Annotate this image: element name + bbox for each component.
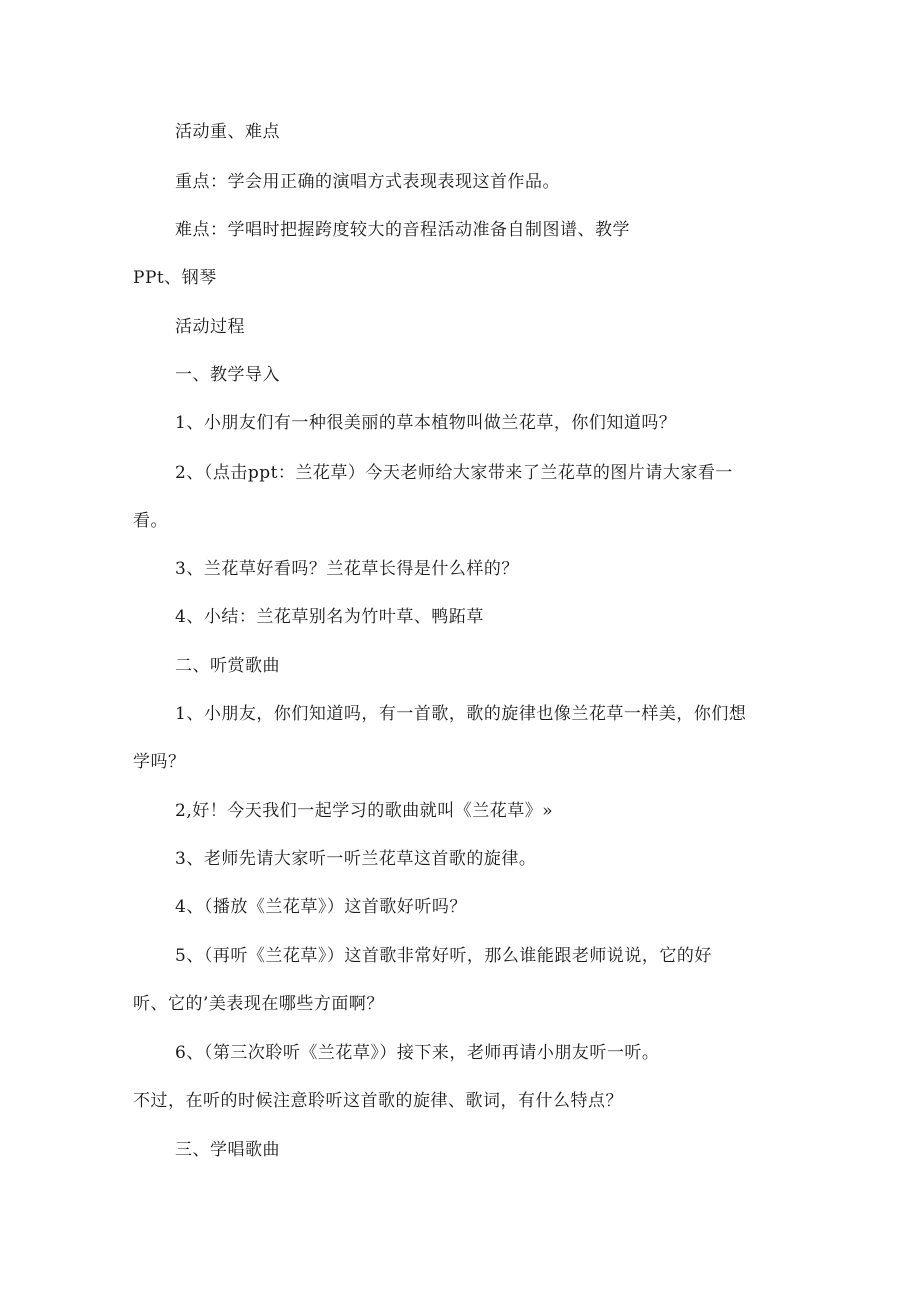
paragraph-difficulty-continued: PPt、钢琴 xyxy=(133,268,217,288)
list-item-2-1-continued: 学吗？ xyxy=(133,752,186,772)
list-item-1-4: 4、小结：兰花草别名为竹叶草、鸭跖草 xyxy=(175,607,484,627)
list-item-2-4: 4、（播放《兰花草》）这首歌好听吗？ xyxy=(175,897,467,917)
list-item-1-2-continued: 看。 xyxy=(133,511,168,531)
section-heading-3: 三、学唱歌曲 xyxy=(175,1140,280,1160)
paragraph-difficulty: 难点：学唱时把握跨度较大的音程活动准备自制图谱、教学 xyxy=(175,220,630,240)
list-item-2-2: 2,好！今天我们一起学习的歌曲就叫《兰花草》» xyxy=(175,801,554,821)
list-item-2-6: 6、（第三次聆听《兰花草》）接下来，老师再请小朋友听一听。 xyxy=(175,1043,660,1063)
section-heading-1: 一、教学导入 xyxy=(175,365,280,385)
list-item-2-3: 3、老师先请大家听一听兰花草这首歌的旋律。 xyxy=(175,849,537,869)
list-item-1-3: 3、兰花草好看吗？兰花草长得是什么样的？ xyxy=(175,559,519,579)
list-item-2-1: 1、小朋友，你们知道吗，有一首歌，歌的旋律也像兰花草一样美，你们想 xyxy=(175,704,747,724)
list-item-1-1: 1、小朋友们有一种很美丽的草本植物叫做兰花草，你们知道吗？ xyxy=(175,413,677,433)
paragraph-key-point: 重点：学会用正确的演唱方式表现表现这首作品。 xyxy=(175,172,560,192)
section-heading-2: 二、听赏歌曲 xyxy=(175,656,280,676)
heading-activity-process: 活动过程 xyxy=(175,317,245,337)
heading-key-points: 活动重、难点 xyxy=(175,122,280,142)
list-item-2-6-continued: 不过，在听的时候注意聆听这首歌的旋律、歌词，有什么特点？ xyxy=(133,1091,623,1111)
list-item-2-5-continued: 听、它的’美表现在哪些方面啊？ xyxy=(133,994,384,1014)
list-item-2-5: 5、（再听《兰花草》）这首歌非常好听，那么谁能跟老师说说，它的好 xyxy=(175,946,712,966)
list-item-1-2: 2、（点击ppt：兰花草）今天老师给大家带来了兰花草的图片请大家看一 xyxy=(175,463,733,483)
